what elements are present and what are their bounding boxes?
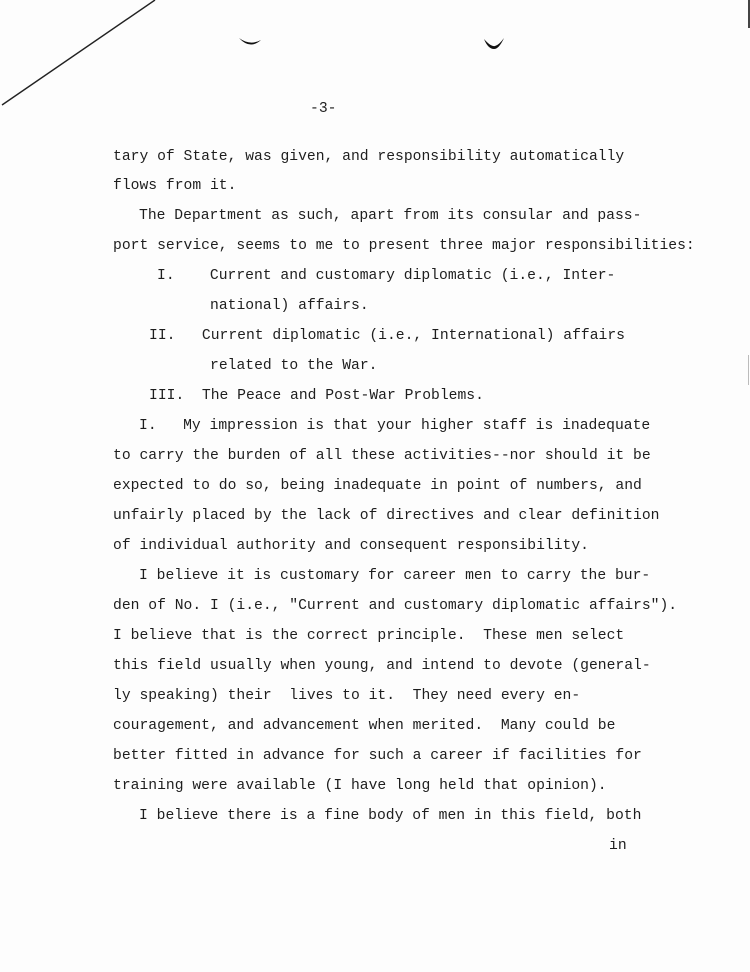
text-line: I believe that is the correct principle. These men select <box>113 628 625 644</box>
text-line: II. Current diplomatic (i.e., International) affairs <box>149 328 625 344</box>
punch-hole-mark-left <box>238 36 262 48</box>
text-line: III. The Peace and Post-War Problems. <box>149 388 484 404</box>
text-line: expected to do so, being inadequate in point of numbers, and <box>113 478 642 494</box>
text-line: tary of State, was given, and responsibility automatically <box>113 149 625 165</box>
text-line: I believe there is a fine body of men in this field, both <box>139 808 642 824</box>
text-line: unfairly placed by the lack of directives and clear definition <box>113 508 660 524</box>
page-number: -3- <box>310 101 337 117</box>
text-line: in <box>609 838 627 854</box>
text-line: this field usually when young, and intend to devote (general- <box>113 658 651 674</box>
text-line: The Department as such, apart from its consular and pass- <box>139 208 642 224</box>
text-line: to carry the burden of all these activities--nor should it be <box>113 448 651 464</box>
text-line: related to the War. <box>210 358 378 374</box>
text-line: I. Current and customary diplomatic (i.e., Inter- <box>157 268 616 284</box>
text-line: of individual authority and consequent responsibility. <box>113 538 589 554</box>
diagonal-pencil-line-mark <box>0 0 170 110</box>
punch-hole-mark-right <box>483 37 505 51</box>
page-edge-mark-faint <box>748 355 749 385</box>
text-line: I. My impression is that your higher staff is inadequate <box>139 418 651 434</box>
text-line: couragement, and advancement when merited. Many could be <box>113 718 616 734</box>
text-line: better fitted in advance for such a career if facilities for <box>113 748 642 764</box>
text-line: den of No. I (i.e., "Current and customary diplomatic affairs"). <box>113 598 678 614</box>
text-line: I believe it is customary for career men to carry the bur- <box>139 568 651 584</box>
text-line: training were available (I have long held that opinion). <box>113 778 607 794</box>
text-line: flows from it. <box>113 178 237 194</box>
text-line: port service, seems to me to present three major responsibilities: <box>113 238 695 254</box>
text-line: ly speaking) their lives to it. They need every en- <box>113 688 581 704</box>
text-line: national) affairs. <box>210 298 369 314</box>
